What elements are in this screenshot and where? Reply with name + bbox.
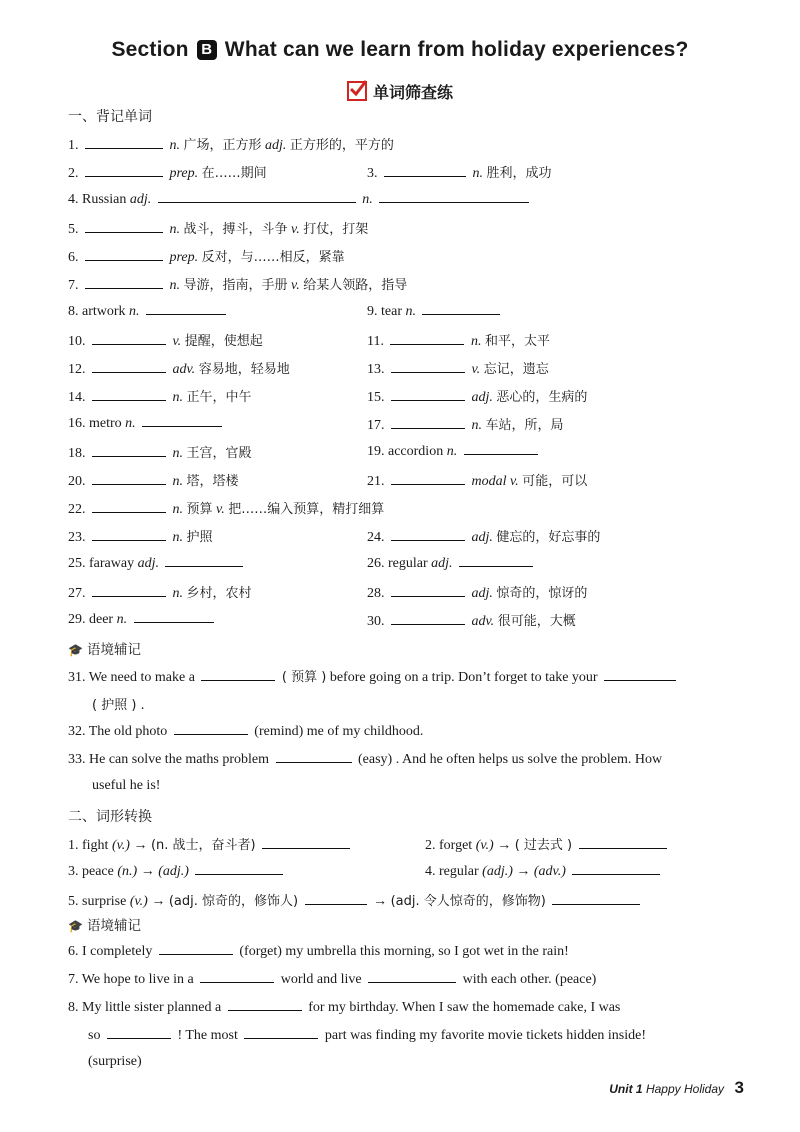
graduation-cap-icon: 🎓 (68, 919, 83, 933)
list-item: 13. v. 忘记，遗忘 (367, 362, 549, 377)
list-item: 27. n. 乡村，农村 (68, 586, 252, 601)
list-item: 19. accordion n. (367, 442, 541, 460)
conversion-item: 1. fight (v.) → (n. 战士，奋斗者) (68, 834, 353, 854)
list-item: 15. adj. 恶心的，生病的 (367, 390, 588, 405)
answer-blank[interactable] (459, 554, 533, 567)
answer-blank[interactable] (134, 610, 214, 623)
answer-blank[interactable] (92, 332, 166, 345)
answer-blank[interactable] (85, 248, 163, 261)
answer-blank[interactable] (107, 1026, 171, 1039)
sentence-6: 6. I completely (forget) my umbrella this morning, so I got wet in the rain! (68, 944, 569, 959)
answer-blank[interactable] (158, 190, 356, 203)
answer-blank[interactable] (305, 892, 367, 905)
list-item: 14. n. 正午，中午 (68, 390, 252, 405)
list-item: 23. n. 护照 (68, 530, 213, 545)
answer-blank[interactable] (92, 500, 166, 513)
answer-blank[interactable] (92, 528, 166, 541)
context-heading-1: 🎓 语境辅记 (68, 642, 141, 658)
answer-blank[interactable] (391, 416, 465, 429)
list-item: 22. n. 预算 v. 把……编入预算，精打细算 (68, 502, 385, 517)
answer-blank[interactable] (391, 388, 465, 401)
list-item: 8. artwork n. (68, 302, 229, 320)
graduation-cap-icon: 🎓 (68, 643, 83, 657)
sentence-8: 8. My little sister planned a for my birthday. When I saw the homemade cake, I was (68, 1000, 621, 1015)
answer-blank[interactable] (579, 836, 667, 849)
answer-blank[interactable] (85, 164, 163, 177)
sentence-33: 33. He can solve the maths problem (easy) . And he often helps us solve the problem. How (68, 752, 663, 767)
answer-blank[interactable] (85, 136, 163, 149)
list-item: 20. n. 塔，塔楼 (68, 474, 239, 489)
answer-blank[interactable] (384, 164, 466, 177)
answer-blank[interactable] (604, 668, 676, 681)
list-item: 30. adv. 很可能，大概 (367, 614, 576, 629)
conversion-item: 4. regular (adj.) → (adv.) (425, 862, 663, 880)
part1-heading: 一、背记单词 (68, 109, 152, 125)
list-item: 29. deer n. (68, 610, 217, 628)
answer-blank[interactable] (390, 332, 464, 345)
answer-blank[interactable] (391, 360, 465, 373)
sentence-8-hint: (surprise) (88, 1054, 142, 1069)
list-item: 25. faraway adj. (68, 554, 246, 572)
answer-blank[interactable] (422, 302, 500, 315)
answer-blank[interactable] (92, 472, 166, 485)
list-item: 18. n. 王宫，官殿 (68, 446, 252, 461)
answer-blank[interactable] (165, 554, 243, 567)
answer-blank[interactable] (92, 444, 166, 457)
sentence-32: 32. The old photo (remind) me of my childhood. (68, 724, 424, 739)
list-item: 1. n. 广场，正方形 adj. 正方形的，平方的 (68, 138, 394, 153)
answer-blank[interactable] (391, 528, 465, 541)
answer-blank[interactable] (85, 220, 163, 233)
sentence-7: 7. We hope to live in a world and live with each other. (peace) (68, 972, 597, 987)
page-number: 3 (734, 1078, 744, 1097)
list-item: 12. adv. 容易地，轻易地 (68, 362, 290, 377)
footer-unit: Unit 1 Happy Holiday (609, 1082, 724, 1096)
list-item: 24. adj. 健忘的，好忘事的 (367, 530, 601, 545)
answer-blank[interactable] (92, 584, 166, 597)
list-item: 16. metro n. (68, 414, 225, 432)
list-item: 2. prep. 在……期间 (68, 166, 267, 181)
answer-blank[interactable] (146, 302, 226, 315)
answer-blank[interactable] (85, 276, 163, 289)
list-item: 17. n. 车站，所，局 (367, 418, 564, 433)
conversion-item: 3. peace (n.) → (adj.) (68, 862, 286, 880)
answer-blank[interactable] (391, 472, 465, 485)
list-item: 11. n. 和平，太平 (367, 334, 550, 349)
sentence-31-cont: ( 护照 ) . (92, 698, 145, 713)
list-item: 7. n. 导游，指南，手册 v. 给某人领路，指导 (68, 278, 408, 293)
list-item: 28. adj. 惊奇的，惊讶的 (367, 586, 588, 601)
conversion-item: 5. surprise (v.) → (adj. 惊奇的，修饰人) → (adj. 令人惊奇的，修饰物) (68, 890, 643, 910)
section-letter-badge: B (197, 40, 217, 60)
part2-heading: 二、词形转换 (68, 809, 152, 825)
answer-blank[interactable] (92, 388, 166, 401)
answer-blank[interactable] (572, 862, 660, 875)
answer-blank[interactable] (391, 584, 465, 597)
answer-blank[interactable] (195, 862, 283, 875)
answer-blank[interactable] (159, 942, 233, 955)
answer-blank[interactable] (174, 722, 248, 735)
list-item: 10. v. 提醒，使想起 (68, 334, 263, 349)
answer-blank[interactable] (262, 836, 350, 849)
subtitle: 单词筛查练 (0, 80, 800, 103)
answer-blank[interactable] (201, 668, 275, 681)
sentence-33-cont: useful he is! (92, 778, 161, 793)
list-item: 4. Russian adj. n. (68, 190, 532, 208)
answer-blank[interactable] (464, 442, 538, 455)
list-item: 5. n. 战斗，搏斗，斗争 v. 打仗，打架 (68, 222, 369, 237)
answer-blank[interactable] (92, 360, 166, 373)
answer-blank[interactable] (244, 1026, 318, 1039)
answer-blank[interactable] (276, 750, 352, 763)
list-item: 21. modal v. 可能，可以 (367, 474, 588, 489)
sentence-8-cont: so ! The most part was finding my favorite movie tickets hidden inside! (88, 1028, 647, 1043)
sentence-31: 31. We need to make a ( 预算 ) before going on a trip. Don’t forget to take your (68, 666, 679, 686)
answer-blank[interactable] (228, 998, 302, 1011)
list-item: 9. tear n. (367, 302, 503, 320)
answer-blank[interactable] (200, 970, 274, 983)
answer-blank[interactable] (368, 970, 456, 983)
page-title: Section B What can we learn from holiday experiences? (111, 38, 689, 61)
list-item: 6. prep. 反对，与……相反，紧靠 (68, 250, 345, 265)
list-item: 26. regular adj. (367, 554, 536, 572)
answer-blank[interactable] (379, 190, 529, 203)
context-heading-2: 🎓 语境辅记 (68, 918, 141, 934)
conversion-item: 2. forget (v.) → ( 过去式 ) (425, 834, 670, 854)
answer-blank[interactable] (142, 414, 222, 427)
list-item: 3. n. 胜利，成功 (367, 166, 552, 181)
answer-blank[interactable] (552, 892, 640, 905)
checkbox-icon (347, 81, 367, 101)
answer-blank[interactable] (391, 612, 465, 625)
